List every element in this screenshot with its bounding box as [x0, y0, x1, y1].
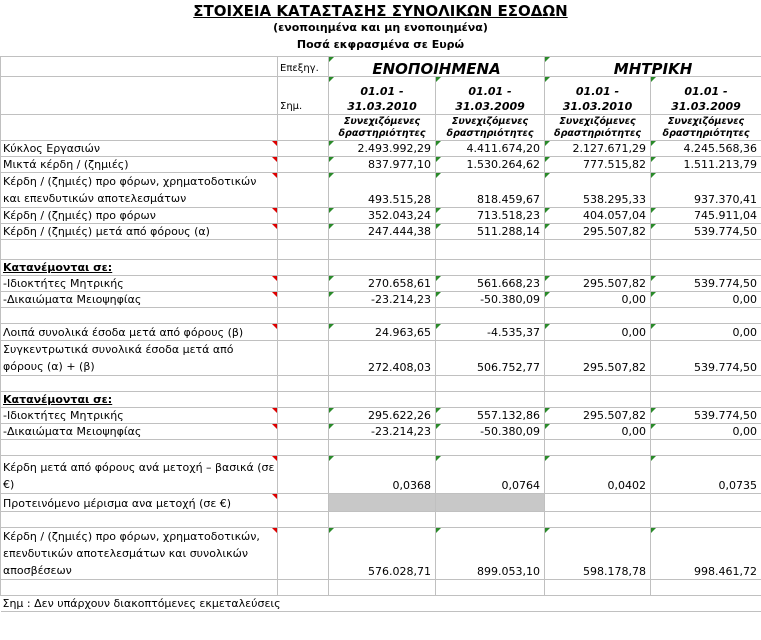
row-label[interactable]: Κέρδη / (ζημιές) μετά από φόρους (α) [1, 224, 278, 240]
value-cell[interactable]: 937.370,41 [651, 173, 761, 208]
note-cell[interactable] [278, 292, 329, 308]
value-cell[interactable]: 0,00 [545, 292, 651, 308]
value-cell[interactable]: 295.507,82 [545, 408, 651, 424]
row-label[interactable]: Κύκλος Εργασιών [1, 141, 278, 157]
empty-cell[interactable] [329, 392, 436, 408]
label-cell[interactable] [1, 440, 278, 456]
label-cell[interactable] [1, 57, 278, 77]
empty-cell[interactable] [329, 512, 436, 528]
label-cell[interactable] [1, 308, 278, 324]
value-cell[interactable]: 1.530.264,62 [436, 157, 545, 173]
value-cell[interactable]: 295.507,82 [545, 224, 651, 240]
period-date[interactable]: 31.03.2009 [436, 99, 545, 115]
empty-cell[interactable] [545, 308, 651, 324]
label-cell[interactable] [1, 77, 278, 99]
note-cell[interactable] [278, 324, 329, 341]
value-cell[interactable]: 557.132,86 [436, 408, 545, 424]
value-cell[interactable]: 0,0735 [651, 456, 761, 494]
empty-cell[interactable] [436, 308, 545, 324]
value-cell[interactable]: 2.127.671,29 [545, 141, 651, 157]
value-cell[interactable]: 899.053,10 [436, 528, 545, 580]
value-cell[interactable]: 1.511.213,79 [651, 157, 761, 173]
value-cell[interactable]: 998.461,72 [651, 528, 761, 580]
empty-cell[interactable] [545, 440, 651, 456]
note-col-header[interactable]: Επεξηγ. [278, 57, 329, 77]
value-cell[interactable]: 0,00 [651, 292, 761, 308]
value-cell[interactable]: 0,00 [651, 424, 761, 440]
note-cell[interactable] [278, 528, 329, 580]
activity-line1: Συνεχιζόμενες [667, 116, 745, 127]
report-subtitle: (ενοποιημένα και μη ενοποιημένα) [273, 21, 488, 34]
parent-header[interactable]: ΜΗΤΡΙΚΗ [545, 57, 761, 77]
period-range[interactable]: 01.01 - [651, 77, 761, 99]
note-cell[interactable] [278, 208, 329, 224]
period-activity[interactable] [329, 115, 436, 141]
note-cell[interactable] [278, 173, 329, 208]
value-cell[interactable]: 539.774,50 [651, 408, 761, 424]
row-label[interactable]: -Δικαιώματα Μειοψηφίας [1, 292, 278, 308]
value-cell[interactable]: 777.515,82 [545, 157, 651, 173]
empty-cell[interactable] [651, 512, 761, 528]
empty-cell[interactable] [436, 580, 545, 596]
value-cell[interactable]: 576.028,71 [329, 528, 436, 580]
period-date[interactable]: 31.03.2010 [329, 99, 436, 115]
activity-line1: Συνεχιζόμενες [559, 116, 636, 127]
activity-line2: δραστηριότητες [662, 128, 750, 139]
value-cell[interactable]: 745.911,04 [651, 208, 761, 224]
period-activity[interactable] [436, 115, 545, 141]
activity-line2: δραστηριότητες [446, 128, 534, 139]
note-cell[interactable] [278, 115, 329, 141]
label-cell[interactable] [1, 115, 278, 141]
empty-cell[interactable] [651, 376, 761, 392]
income-table [0, 56, 761, 612]
label-cell[interactable] [1, 376, 278, 392]
value-cell[interactable]: 837.977,10 [329, 157, 436, 173]
value-cell[interactable]: 0,0402 [545, 456, 651, 494]
note-cell[interactable] [278, 77, 329, 99]
empty-cell[interactable] [436, 240, 545, 260]
empty-cell[interactable] [651, 494, 761, 512]
empty-cell[interactable] [436, 260, 545, 276]
empty-cell[interactable] [436, 440, 545, 456]
value-cell[interactable]: -4.535,37 [436, 324, 545, 341]
row-label[interactable]: Κέρδη / (ζημιές) προ φόρων, χρηματοδοτικών, επενδυτικών αποτελεσμάτων και συνολικών αποσβέσεων [1, 528, 278, 580]
value-cell[interactable]: 0,0368 [329, 456, 436, 494]
period-range[interactable]: 01.01 - [545, 77, 651, 99]
empty-cell[interactable] [651, 260, 761, 276]
value-cell[interactable]: 561.668,23 [436, 276, 545, 292]
label-cell[interactable] [1, 240, 278, 260]
report-title: ΣΤΟΙΧΕΙΑ ΚΑΤΑΣΤΑΣΗΣ ΣΥΝΟΛΙΚΩΝ ΕΣΟΔΩΝ [193, 2, 568, 20]
note-cell[interactable] [278, 240, 329, 260]
note-cell[interactable] [278, 424, 329, 440]
label-cell[interactable] [1, 580, 278, 596]
label-cell[interactable] [1, 512, 278, 528]
empty-cell[interactable] [329, 308, 436, 324]
empty-cell[interactable] [545, 494, 651, 512]
value-cell[interactable]: -23.214,23 [329, 424, 436, 440]
value-cell[interactable]: 539.774,50 [651, 224, 761, 240]
value-cell[interactable]: -50.380,09 [436, 292, 545, 308]
value-cell[interactable]: 247.444,38 [329, 224, 436, 240]
note-cell[interactable] [278, 494, 329, 512]
row-label[interactable]: Κέρδη / (ζημιές) προ φόρων [1, 208, 278, 224]
row-label[interactable]: Κατανέμονται σε: [1, 392, 278, 408]
empty-cell[interactable] [651, 580, 761, 596]
value-cell[interactable]: 0,0764 [436, 456, 545, 494]
note-col-header[interactable]: Σημ. [278, 99, 329, 115]
empty-cell[interactable] [545, 512, 651, 528]
empty-cell[interactable] [329, 376, 436, 392]
value-cell[interactable]: 818.459,67 [436, 173, 545, 208]
empty-cell[interactable] [545, 376, 651, 392]
value-cell[interactable]: 0,00 [651, 324, 761, 341]
period-range[interactable]: 01.01 - [436, 77, 545, 99]
empty-cell[interactable] [545, 240, 651, 260]
value-cell[interactable]: 506.752,77 [436, 341, 545, 376]
empty-cell[interactable] [329, 580, 436, 596]
activity-line2: δραστηριότητες [554, 128, 641, 139]
row-label[interactable]: Κατανέμονται σε: [1, 260, 278, 276]
period-activity[interactable] [545, 115, 651, 141]
period-range[interactable]: 01.01 - [329, 77, 436, 99]
empty-cell[interactable] [651, 240, 761, 260]
empty-cell[interactable] [436, 376, 545, 392]
value-cell[interactable]: -23.214,23 [329, 292, 436, 308]
note-cell[interactable] [278, 308, 329, 324]
value-cell[interactable]: 493.515,28 [329, 173, 436, 208]
value-cell[interactable]: 295.507,82 [545, 341, 651, 376]
empty-cell[interactable] [436, 392, 545, 408]
value-cell[interactable]: 0,00 [545, 424, 651, 440]
note-cell[interactable] [278, 276, 329, 292]
empty-cell[interactable] [545, 580, 651, 596]
empty-cell[interactable] [545, 260, 651, 276]
empty-cell[interactable] [436, 494, 545, 512]
row-label[interactable]: Λοιπά συνολικά έσοδα μετά από φόρους (β) [1, 324, 278, 341]
empty-cell[interactable] [329, 240, 436, 260]
value-cell[interactable]: 0,00 [545, 324, 651, 341]
value-cell[interactable]: 272.408,03 [329, 341, 436, 376]
note-cell[interactable] [278, 224, 329, 240]
row-label[interactable]: -Ιδιοκτήτες Μητρικής [1, 408, 278, 424]
note-cell[interactable] [278, 580, 329, 596]
row-label[interactable]: -Δικαιώματα Μειοψηφίας [1, 424, 278, 440]
note-cell[interactable] [278, 512, 329, 528]
value-cell[interactable]: 404.057,04 [545, 208, 651, 224]
label-cell[interactable] [1, 99, 278, 115]
note-cell[interactable] [278, 157, 329, 173]
row-label[interactable]: Συγκεντρωτικά συνολικά έσοδα μετά από φόρους (α) + (β) [1, 341, 278, 376]
row-label[interactable]: Κέρδη / (ζημιές) προ φόρων, χρηματοδοτικών και επενδυτικών αποτελεσμάτων [1, 173, 278, 208]
consolidated-header[interactable]: ΕΝΟΠΟΙΗΜΕΝΑ [329, 57, 545, 77]
value-cell[interactable]: 538.295,33 [545, 173, 651, 208]
value-cell[interactable]: 4.245.568,36 [651, 141, 761, 157]
currency-note: Ποσά εκφρασμένα σε Ευρώ [296, 38, 465, 51]
note-cell[interactable] [278, 341, 329, 376]
empty-cell[interactable] [436, 512, 545, 528]
value-cell[interactable]: 511.288,14 [436, 224, 545, 240]
note-cell[interactable] [278, 260, 329, 276]
note-cell[interactable] [278, 376, 329, 392]
value-cell[interactable]: 295.622,26 [329, 408, 436, 424]
period-activity[interactable] [651, 115, 761, 141]
note-cell[interactable] [278, 408, 329, 424]
value-cell[interactable]: 539.774,50 [651, 341, 761, 376]
row-label[interactable]: -Ιδιοκτήτες Μητρικής [1, 276, 278, 292]
note-cell[interactable] [278, 141, 329, 157]
value-cell[interactable]: 295.507,82 [545, 276, 651, 292]
activity-line1: Συνεχιζόμενες [451, 116, 529, 127]
footer-note: Σημ : Δεν υπάρχουν διακοπτόμενες εκμεταλεύσεις [1, 596, 761, 612]
value-cell[interactable]: 2.493.992,29 [329, 141, 436, 157]
value-cell[interactable]: 24.963,65 [329, 324, 436, 341]
value-cell[interactable]: 713.518,23 [436, 208, 545, 224]
value-cell[interactable]: 4.411.674,20 [436, 141, 545, 157]
empty-cell[interactable] [329, 440, 436, 456]
note-cell[interactable] [278, 440, 329, 456]
value-cell[interactable]: 352.043,24 [329, 208, 436, 224]
activity-line1: Συνεχιζόμενες [343, 116, 421, 127]
empty-cell[interactable] [651, 440, 761, 456]
period-date[interactable]: 31.03.2009 [651, 99, 761, 115]
empty-cell[interactable] [651, 308, 761, 324]
row-label[interactable]: Μικτά κέρδη / (ζημιές) [1, 157, 278, 173]
row-label[interactable]: Κέρδη μετά από φόρους ανά μετοχή – βασικά (σε €) [1, 456, 278, 494]
note-cell[interactable] [278, 392, 329, 408]
empty-cell[interactable] [545, 392, 651, 408]
value-cell[interactable]: 270.658,61 [329, 276, 436, 292]
empty-cell[interactable] [329, 260, 436, 276]
value-cell[interactable]: 598.178,78 [545, 528, 651, 580]
row-label[interactable]: Προτεινόμενο μέρισμα ανα μετοχή (σε €) [1, 494, 278, 512]
empty-cell[interactable] [651, 392, 761, 408]
period-date[interactable]: 31.03.2010 [545, 99, 651, 115]
activity-line2: δραστηριότητες [338, 128, 426, 139]
value-cell[interactable]: -50.380,09 [436, 424, 545, 440]
empty-cell[interactable] [329, 494, 436, 512]
value-cell[interactable]: 539.774,50 [651, 276, 761, 292]
note-cell[interactable] [278, 456, 329, 494]
